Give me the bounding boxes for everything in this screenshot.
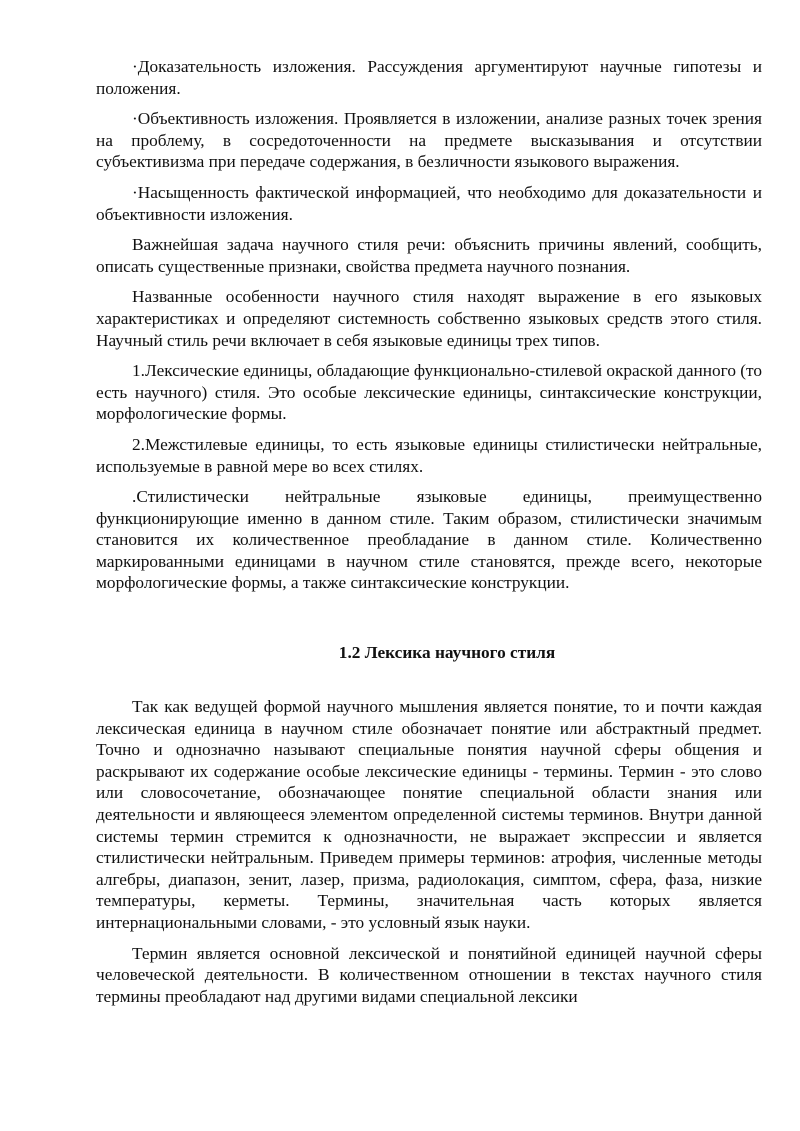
- paragraph-factual-info: ·Насыщенность фактической информацией, что необходимо для доказательности и объективности изложения.: [96, 182, 762, 224]
- paragraph-main-task: Важнейшая задача научного стиля речи: объяснить причины явлений, сообщить, описать существенные признаки, свойства предмета научного познания.: [96, 235, 762, 276]
- paragraph-evidence: ·Доказательность изложения. Рассуждения аргументируют научные гипотезы и положения.: [96, 57, 762, 98]
- document-page: [96, 56, 762, 1016]
- paragraph-objectivity: ·Объективность изложения. Проявляется в изложении, анализе разных точек зрения на проблему, в сосредоточенности на предмете высказывания и отсутствии субъективизма при передаче содержания, в безличности языкового выражения.: [96, 109, 762, 172]
- paragraph-lexical-units: 1.Лексические единицы, обладающие функционально-стилевой окраской данного (то есть научного) стиля. Это особые лексические единицы, синтаксические конструкции, морфологические формы.: [96, 361, 763, 424]
- paragraph-neutral-units: .Стилистически нейтральные языковые единицы, преимущественно функционирующие именно в данном стиле. Таким образом, стилистически значимым становится их количественное преобладание в данном стиле. Количественно маркированными единицами в научном стиле становятся, прежде всего, некоторые морфологические формы, а также синтаксические конструкции.: [96, 487, 762, 593]
- section-heading: 1.2 Лексика научного стиля: [338, 643, 556, 663]
- paragraph-terms-intro: Так как ведущей формой научного мышления является понятие, то и почти каждая лексическая единица в научном стиле обозначает понятие или абстрактный предмет. Точно и однозначно называют специальные понятия научной сферы общения и раскрывают их содержание особые лексические единицы - термины. Термин - это слово или словосочетание, обозначающее понятие специальной области знания или деятельности и являющееся элементом определенной системы терминов. Внутри данной системы термин стремится к однозначности, не выражает экспрессии и является стилистически нейтральным. Приведем примеры терминов: атрофия, численные методы алгебры, диапазон, зенит, лазер, призма, радиолокация, симптом, сфера, фаза, низкие температуры, керметы. Термины, значительная часть которых является интернациональными словами, - это условный язык науки.: [96, 697, 762, 932]
- paragraph-term-definition: Термин является основной лексической и понятийной единицей научной сферы человеческой деятельности. В количественном отношении в текстах научного стиля термины преобладают над другими видами специальной лексики: [96, 943, 762, 1006]
- paragraph-features: Названные особенности научного стиля находят выражение в его языковых характеристиках и определяют системность собственно языковых средств этого стиля. Научный стиль речи включает в себя языковые единицы трех типов.: [96, 287, 762, 350]
- paragraph-interstyle-units: 2.Межстилевые единицы, то есть языковые единицы стилистически нейтральные, используемые в равной мере во всех стилях.: [96, 434, 762, 476]
